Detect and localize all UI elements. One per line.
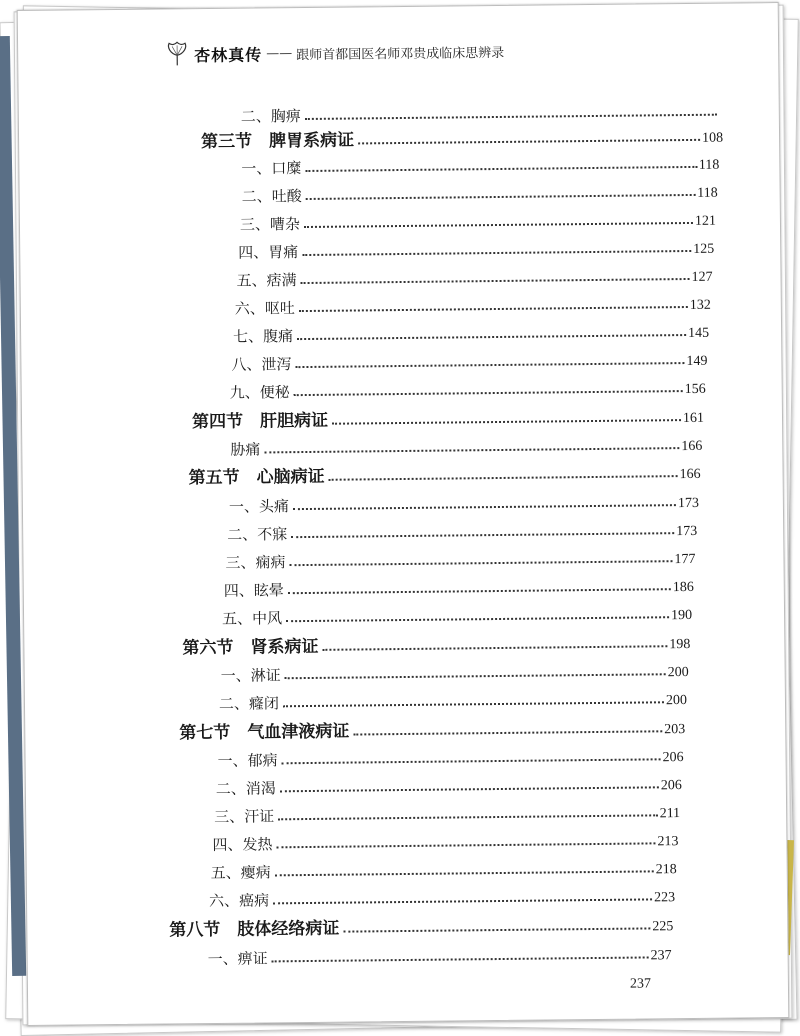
toc-entry-label: 二、不寐 (227, 523, 291, 545)
toc-leader-dots (302, 250, 691, 256)
toc-leader-dots (306, 194, 695, 200)
toc-leader-dots (286, 616, 669, 622)
toc-entry-label: 二、癃闭 (219, 692, 283, 714)
toc-item-entry[interactable] (219, 683, 687, 714)
toc-item-entry[interactable] (230, 429, 702, 460)
toc-page-number: 166 (679, 439, 702, 455)
toc-page-number: 121 (693, 214, 716, 230)
toc-leader-dots (358, 139, 700, 145)
toc-entry-label: 八、泄泻 (231, 353, 295, 375)
toc-page-number: 218 (654, 862, 677, 878)
toc-item-entry[interactable] (209, 880, 675, 911)
toc-entry-label: 第三节 脾胃系病证 (201, 125, 358, 152)
toc-entry-label: 四、眩晕 (224, 579, 288, 601)
toc-leader-dots (299, 306, 688, 312)
toc-page-number: 206 (659, 778, 682, 794)
toc-page-number: 118 (697, 158, 720, 174)
toc-page-number: 225 (650, 919, 673, 935)
toc-leader-dots (290, 560, 673, 566)
toc-page-number: 206 (660, 750, 683, 766)
toc-entry-label: 六、癌病 (209, 889, 273, 911)
toc-page-number: 173 (674, 524, 697, 540)
toc-page (17, 2, 790, 1026)
toc-entry-label: 二、消渴 (216, 777, 280, 799)
toc-section-entry[interactable] (201, 121, 723, 152)
toc-entry-label: 第七节 气血津液病证 (179, 717, 353, 744)
toc-page-number: 145 (686, 326, 709, 342)
toc-item-entry[interactable] (212, 824, 678, 855)
toc-entry-label: 一、口糜 (241, 157, 305, 179)
toc-leader-dots (272, 956, 649, 962)
toc-entry-label: 一、郁病 (217, 749, 281, 771)
toc-item-entry[interactable] (211, 852, 677, 883)
toc-entry-label: 五、中风 (222, 607, 286, 629)
toc-page-number: 118 (695, 186, 718, 202)
header-separator: —— (266, 46, 292, 61)
toc-entry-label: 二、胸痹 (241, 105, 305, 127)
toc-item-entry[interactable] (217, 740, 683, 771)
toc-page-number: 127 (689, 270, 712, 286)
toc-section-entry[interactable] (192, 401, 704, 432)
toc-entry-label: 三、嘈杂 (240, 213, 304, 235)
toc-page-number: 213 (655, 834, 678, 850)
toc-item-entry[interactable] (216, 768, 682, 799)
toc-page-number: 166 (678, 467, 701, 483)
toc-leader-dots (304, 222, 693, 228)
toc-section-entry[interactable] (169, 909, 673, 940)
toc-leader-dots (343, 927, 650, 932)
toc-page-number: 161 (681, 411, 704, 427)
toc-page-number: 156 (683, 382, 706, 398)
toc-page-number: 211 (658, 806, 681, 822)
toc-entry-label: 第五节 心脑病证 (188, 462, 328, 488)
toc-item-entry[interactable] (229, 486, 699, 517)
toc-page-number: 190 (669, 608, 692, 624)
toc-item-entry[interactable] (225, 542, 695, 573)
toc-section-entry[interactable] (188, 457, 700, 488)
toc-page-number: 108 (700, 131, 723, 147)
toc-item-entry[interactable] (231, 344, 707, 375)
book-title: 杏林真传 (194, 42, 262, 66)
toc-entry-label: 三、痫病 (225, 551, 289, 573)
toc-page-number: 132 (688, 298, 711, 314)
toc-entry-label: 五、瘿病 (211, 861, 275, 883)
toc-item-entry[interactable] (236, 260, 712, 291)
toc-item-entry[interactable] (628, 966, 670, 992)
toc-leader-dots (305, 166, 696, 172)
toc-item-entry[interactable] (214, 796, 680, 827)
table-of-contents (19, 95, 779, 103)
toc-entry-label: 一、淋证 (221, 664, 285, 686)
toc-leader-dots (322, 645, 667, 651)
toc-leader-dots (301, 278, 690, 284)
toc-entry-label: 四、发热 (212, 833, 276, 855)
toc-leader-dots (282, 758, 661, 764)
toc-page-number: 237 (649, 948, 672, 964)
toc-entry-label: 第八节 肢体经络病证 (169, 914, 343, 941)
toc-leader-dots (276, 842, 655, 848)
toc-leader-dots (305, 114, 717, 120)
toc-entry-label: 二、吐酸 (242, 185, 306, 207)
toc-page-number: 149 (684, 354, 707, 370)
toc-page-number: 173 (676, 496, 699, 512)
toc-leader-dots (264, 447, 679, 453)
toc-page-number: 198 (667, 637, 690, 653)
toc-page-number: 125 (691, 242, 714, 258)
toc-entry-label: 第六节 肾系病证 (182, 632, 322, 658)
toc-leader-dots (273, 898, 652, 904)
toc-leader-dots (294, 390, 683, 396)
toc-entry-label: 一、头痛 (229, 495, 293, 517)
toc-page-number: 237 (628, 976, 651, 992)
toc-item-entry[interactable] (222, 598, 692, 629)
toc-entry-label: 六、呕吐 (235, 297, 299, 319)
toc-entry-label: 三、汗证 (214, 805, 278, 827)
toc-leader-dots (288, 588, 671, 594)
toc-entry-label: 九、便秘 (230, 381, 294, 403)
ginkgo-leaf-icon (166, 41, 188, 67)
toc-entry-label: 五、痞满 (236, 269, 300, 291)
toc-entry-label: 七、腹痛 (233, 325, 297, 347)
toc-item-entry[interactable] (207, 938, 671, 969)
toc-item-entry[interactable] (241, 148, 719, 179)
toc-entry-label: 第四节 肝胆病证 (192, 406, 332, 432)
toc-page-number: 223 (652, 890, 675, 906)
toc-leader-dots (285, 673, 666, 679)
toc-leader-dots (291, 532, 674, 538)
running-header (166, 36, 504, 70)
toc-item-entry[interactable] (235, 288, 711, 319)
toc-page-number: 200 (664, 693, 687, 709)
toc-item-entry[interactable] (240, 204, 716, 235)
toc-section-entry[interactable] (182, 627, 690, 658)
toc-leader-dots (295, 362, 684, 368)
toc-item-entry[interactable] (230, 372, 706, 403)
toc-item-entry[interactable] (224, 570, 694, 601)
book-subtitle: 跟师首都国医名师邓贵成临床思辨录 (296, 41, 504, 62)
toc-page-number: 186 (671, 580, 694, 596)
toc-leader-dots (278, 814, 658, 820)
toc-item-entry[interactable] (242, 176, 718, 207)
toc-leader-dots (332, 419, 681, 425)
toc-section-entry[interactable] (179, 712, 685, 743)
toc-item-entry[interactable] (221, 655, 689, 686)
toc-leader-dots (293, 504, 676, 510)
toc-item-entry[interactable] (227, 514, 697, 545)
toc-item-entry[interactable] (238, 232, 714, 263)
toc-page-number: 200 (666, 665, 689, 681)
toc-item-entry[interactable] (233, 316, 709, 347)
toc-leader-dots (329, 475, 678, 481)
toc-page-number: 177 (672, 552, 695, 568)
toc-leader-dots (283, 701, 664, 707)
toc-leader-dots (297, 334, 686, 340)
toc-entry-label: 胁痛 (230, 438, 264, 459)
toc-leader-dots (353, 730, 662, 735)
toc-leader-dots (275, 870, 654, 876)
toc-entry-label: 四、胃痛 (238, 241, 302, 263)
toc-leader-dots (280, 786, 659, 792)
toc-entry-label: 一、痹证 (208, 947, 272, 969)
toc-page-number: 203 (662, 722, 685, 738)
